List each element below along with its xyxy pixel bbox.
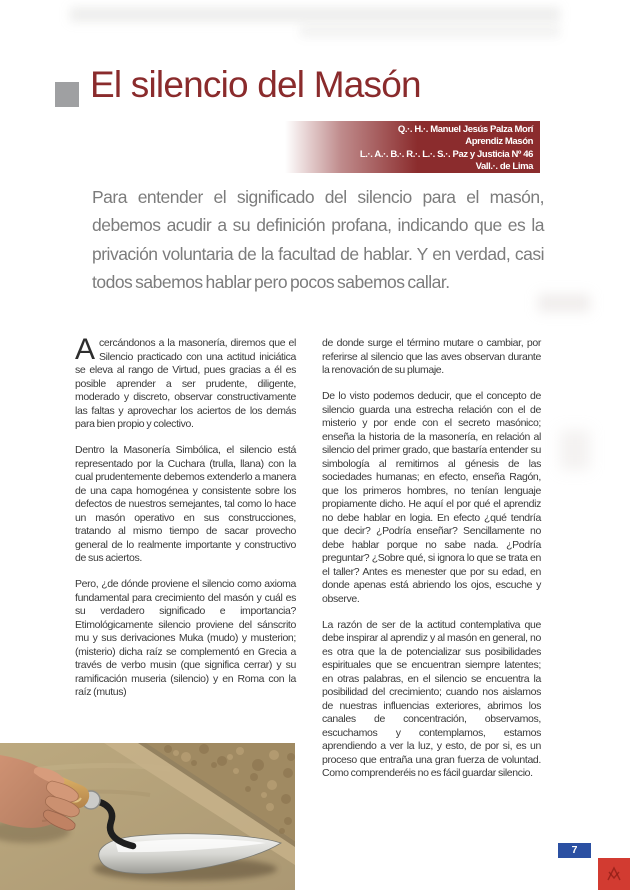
byline-degree: Aprendiz Masón xyxy=(465,136,533,148)
paragraph-text: cercándonos a la masonería, diremos que el Silencio practicado con una actitud iniciática se eleva al rango de Virtud, pues gracias a él es posible aprender a ser prudente, diligente, moderado y discreto, observar constructivamente las faltas y aprovechar los aciertos de los demás para bien propio y colectivo. xyxy=(75,337,296,430)
article-column-left xyxy=(75,333,296,712)
page-title: El silencio del Masón xyxy=(90,64,421,105)
paragraph: La razón de ser de la actitud contemplativa que debe inspirar al aprendiz y al masón en general, no es otra que la de potencializar sus posibilidades espirituales que se encuentran siempre latentes; en otras palabras, en el silencio se encuentra la posibilidad del crecimiento; cuando nos aislamos de nuestras influencias exteriores, abrimos los canales de concentración, observamos, escuchamos y contemplamos, estamos aprendiendo a ver la luz, y esto, de por si, es un proceso que entraña una gran fuerza de voluntad. Como comprenderéis no es fácil guardar silencio. xyxy=(322,618,541,779)
title-marker-square xyxy=(55,82,79,107)
byline-lodge: L.·. A.·. B.·. R.·. L.·. S.·. Paz y Justicia Nº 46 xyxy=(359,148,533,160)
paragraph xyxy=(75,333,296,432)
paragraph: de donde surge el término mutare o cambiar, por referirse al silencio que las aves observan durante la renovación de su plumaje. xyxy=(322,337,541,376)
trowel-photo xyxy=(0,743,295,890)
paragraph: Pero, ¿de dónde proviene el silencio como axioma fundamental para crecimiento del masón y cuál es su verdadero significado e importancia? Etimológicamente silencio proviene del sánscrito mu y sus derivaciones Muka (mudo) y musterion; (misterio) dicha raíz se complementó en Grecia a través de verbo musin (que significa cerrar) y su ramificación museria (silencio) y en Roma con la raíz (mutus) xyxy=(75,578,296,698)
article-column-right xyxy=(322,337,541,793)
scan-artifact xyxy=(300,26,560,37)
intro-paragraph: Para entender el significado del silencio para el masón, debemos acudir a su definición profana, indicando que es la privación voluntaria de la facultad de hablar. Y en verdad, casi todos sabemos hablar pero pocos sabemos callar. xyxy=(92,187,544,293)
scan-artifact xyxy=(538,294,590,312)
page-number-badge: 7 xyxy=(558,843,591,858)
byline-banner xyxy=(285,121,540,173)
scan-artifact xyxy=(560,430,590,470)
scan-artifact xyxy=(70,7,560,22)
square-and-compasses-icon xyxy=(604,864,624,884)
byline-valley: Vall.·. de Lima xyxy=(475,161,533,173)
drop-cap: A xyxy=(75,333,96,366)
paragraph: De lo visto podemos deducir, que el concepto de silencio guarda una estrecha relación con el de misterio y por ende con el secreto masónico; enseña la historia de la masonería, en relación al silencio del primer grado, que bastaría entender su simbología al remitirnos al génesis de las sociedades humanas; en efecto, enseña Ragón, que los primeros hombres, no tenían lenguaje propiamente dicho. He aquí el por qué el aprendiz no debe hablar en logia. En efecto ¿qué tendría que decir? ¿Podría enseñar? Sencillamente no debe hablar porque no sabe nada. ¿Podría preguntar? ¿Sobre qué, si ignora lo que se trata en el taller? Antes es menester que por su edad, en donde apenas está abriendo los ojos, escuche y observe. xyxy=(322,390,541,605)
byline-author: Q.·. H.·. Manuel Jesús Palza Morí xyxy=(397,124,533,135)
corner-logo-square xyxy=(598,858,630,890)
paragraph: Dentro la Masonería Simbólica, el silencio está representado por la Cuchara (trulla, llana) con la cual prudentemente debemos extenderlo a manera de una capa homogénea y consistente sobre los defectos de nuestros semejantes, tal como lo hace un masón operativo en sus construcciones, tratando al mismo tiempo de sacar provecho general de lo realmente importante y constructivo de sus aciertos. xyxy=(75,444,296,564)
